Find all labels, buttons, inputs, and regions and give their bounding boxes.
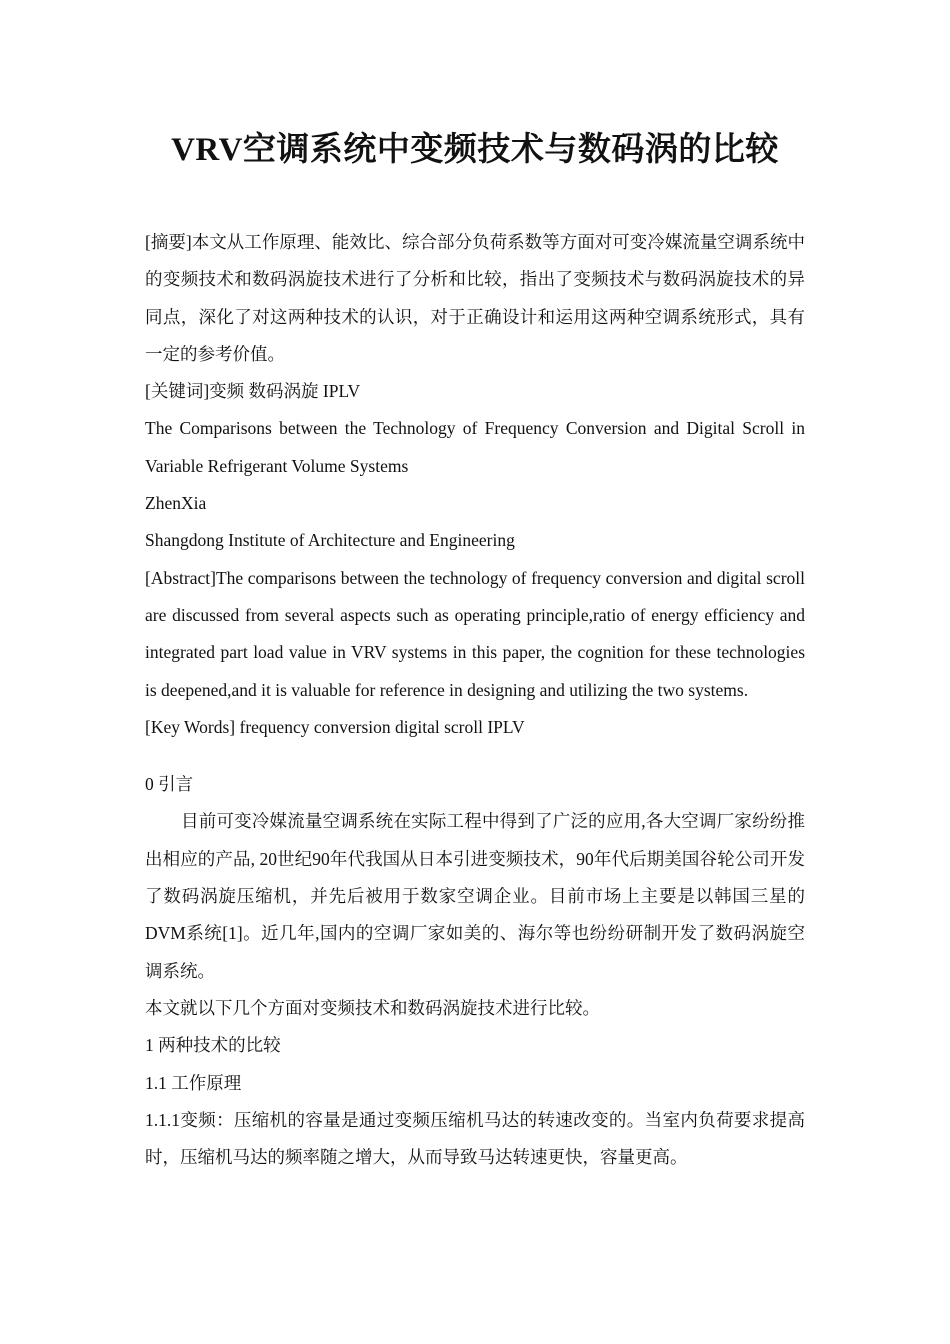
author-name: ZhenXia bbox=[145, 493, 207, 514]
section-heading-introduction: 0 引言 bbox=[145, 774, 194, 795]
english-title: The Comparisons between the Technology of Frequency Conversion and Digital Scroll in Variable Refrigerant Volume Systems bbox=[145, 418, 805, 476]
introduction-paragraph-2: 本文就以下几个方面对变频技术和数码涡旋技术进行比较。 bbox=[145, 997, 600, 1018]
keywords-english: [Key Words] frequency conversion digital scroll IPLV bbox=[145, 716, 525, 737]
keywords-chinese: [关键词]变频 数码涡旋 IPLV bbox=[145, 381, 361, 402]
paper-body bbox=[145, 224, 805, 1176]
section-heading-comparison: 1 两种技术的比较 bbox=[145, 1035, 281, 1056]
abstract-english: [Abstract]The comparisons between the technology of frequency conversion and digital scroll are discussed from several aspects such as operating principle,ratio of energy efficiency and integrated part load value in VRV systems in this paper, the cognition for these technologies is deepened,and it is valuable for reference in designing and utilizing the two systems. bbox=[145, 567, 805, 700]
section-spacer bbox=[145, 746, 805, 766]
abstract-chinese: [摘要]本文从工作原理、能效比、综合部分负荷系数等方面对可变冷媒流量空调系统中的变频技术和数码涡旋技术进行了分析和比较，指出了变频技术与数码涡旋技术的异同点，深化了对这两种技术的认识，对于正确设计和运用这两种空调系统形式，具有一定的参考价值。 bbox=[145, 232, 805, 364]
author-affiliation: Shangdong Institute of Architecture and Engineering bbox=[145, 530, 515, 551]
subsubsection-frequency-conversion: 1.1.1变频：压缩机的容量是通过变频压缩机马达的转速改变的。当室内负荷要求提高时，压缩机马达的频率随之增大，从而导致马达转速更快，容量更高。 bbox=[145, 1109, 805, 1168]
subsection-heading-principle: 1.1 工作原理 bbox=[145, 1072, 242, 1093]
paper-title: VRV空调系统中变频技术与数码涡的比较 bbox=[171, 132, 779, 168]
introduction-paragraph: 目前可变冷媒流量空调系统在实际工程中得到了广泛的应用,各大空调厂家纷纷推出相应的产品, 20世纪90年代我国从日本引进变频技术，90年代后期美国谷轮公司开发了数码涡旋压缩机，并先后被用于数家空调企业。目前市场上主要是以韩国三星的DVM系统[1]。近几年,国内的空调厂家如美的、海尔等也纷纷研制开发了数码涡旋空调系统。 bbox=[145, 811, 805, 981]
